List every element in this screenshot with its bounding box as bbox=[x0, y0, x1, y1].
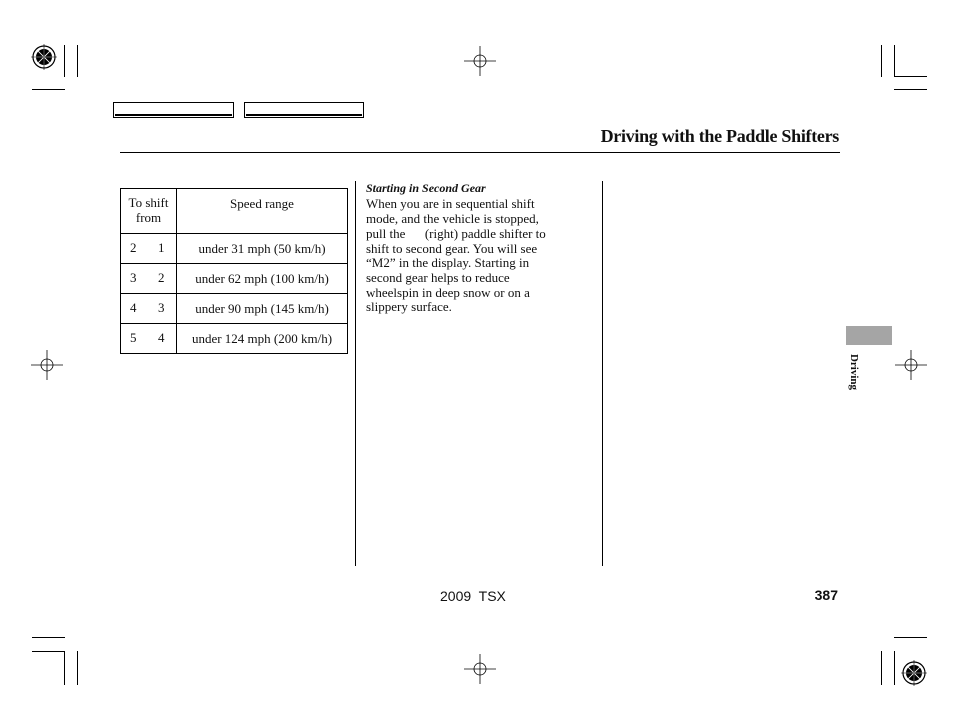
crop-mark bbox=[894, 89, 927, 90]
paragraph-line: pull the (right) paddle shifter to bbox=[366, 226, 546, 241]
crop-mark bbox=[881, 45, 882, 77]
gear-from: 4 bbox=[130, 300, 137, 315]
crosshair-icon bbox=[464, 654, 496, 684]
page-title: Driving with the Paddle Shifters bbox=[600, 126, 839, 146]
column-header-speed: Speed range bbox=[177, 189, 348, 234]
speed-cell: under 62 mph (100 km/h) bbox=[177, 264, 348, 294]
column-header-from bbox=[121, 189, 177, 234]
paragraph-line: When you are in sequential shift bbox=[366, 196, 535, 211]
crop-mark bbox=[894, 45, 895, 77]
title-rule bbox=[120, 152, 840, 153]
column-divider bbox=[602, 181, 603, 566]
paragraph-line: “M2” in the display. Starting in bbox=[366, 255, 530, 270]
table-row bbox=[121, 324, 348, 354]
gear-from: 5 bbox=[130, 330, 137, 345]
nav-button-contents[interactable] bbox=[113, 102, 234, 118]
crop-mark bbox=[64, 651, 65, 685]
paragraph-line: second gear helps to reduce bbox=[366, 270, 510, 285]
paragraph-line: slippery surface. bbox=[366, 299, 452, 314]
section-tab[interactable] bbox=[846, 326, 892, 345]
paragraph-line: mode, and the vehicle is stopped, bbox=[366, 211, 539, 226]
column-header-from-text: To shift from bbox=[128, 195, 169, 225]
gear-to: 2 bbox=[158, 270, 165, 285]
registration-target-icon bbox=[901, 660, 927, 686]
shift-speed-table bbox=[120, 188, 348, 354]
crop-mark bbox=[32, 651, 65, 652]
gear-cell bbox=[121, 294, 177, 324]
crop-mark bbox=[881, 651, 882, 685]
crosshair-icon bbox=[464, 46, 496, 76]
table-header-row bbox=[121, 189, 348, 234]
footer-model: 2009 TSX bbox=[440, 588, 506, 604]
table-row bbox=[121, 234, 348, 264]
page-number: 387 bbox=[814, 587, 838, 603]
section-tab-label-text: Driving bbox=[848, 353, 860, 391]
table-row bbox=[121, 294, 348, 324]
gear-to: 4 bbox=[158, 330, 165, 345]
crop-mark bbox=[894, 637, 927, 638]
gear-cell bbox=[121, 264, 177, 294]
speed-cell: under 31 mph (50 km/h) bbox=[177, 234, 348, 264]
crop-mark bbox=[77, 651, 78, 685]
column-divider bbox=[355, 181, 356, 566]
crop-mark bbox=[894, 76, 927, 77]
crosshair-icon bbox=[31, 350, 63, 380]
gear-to: 3 bbox=[158, 300, 165, 315]
speed-cell: under 124 mph (200 km/h) bbox=[177, 324, 348, 354]
paragraph-line: shift to second gear. You will see bbox=[366, 241, 538, 256]
gear-from: 3 bbox=[130, 270, 137, 285]
registration-target-icon bbox=[31, 44, 57, 70]
gear-cell bbox=[121, 234, 177, 264]
nav-button-index[interactable] bbox=[244, 102, 364, 118]
crop-mark bbox=[64, 45, 65, 77]
crop-mark bbox=[32, 637, 65, 638]
crop-mark bbox=[77, 45, 78, 77]
gear-cell bbox=[121, 324, 177, 354]
crosshair-icon bbox=[895, 350, 927, 380]
paragraph-line: wheelspin in deep snow or on a bbox=[366, 285, 530, 300]
table-row bbox=[121, 264, 348, 294]
gear-from: 2 bbox=[130, 240, 137, 255]
gear-to: 1 bbox=[158, 240, 165, 255]
crop-mark bbox=[894, 651, 895, 685]
section-tab-label bbox=[846, 350, 862, 394]
crop-mark bbox=[32, 89, 65, 90]
section-heading: Starting in Second Gear bbox=[366, 181, 486, 195]
speed-cell: under 90 mph (145 km/h) bbox=[177, 294, 348, 324]
